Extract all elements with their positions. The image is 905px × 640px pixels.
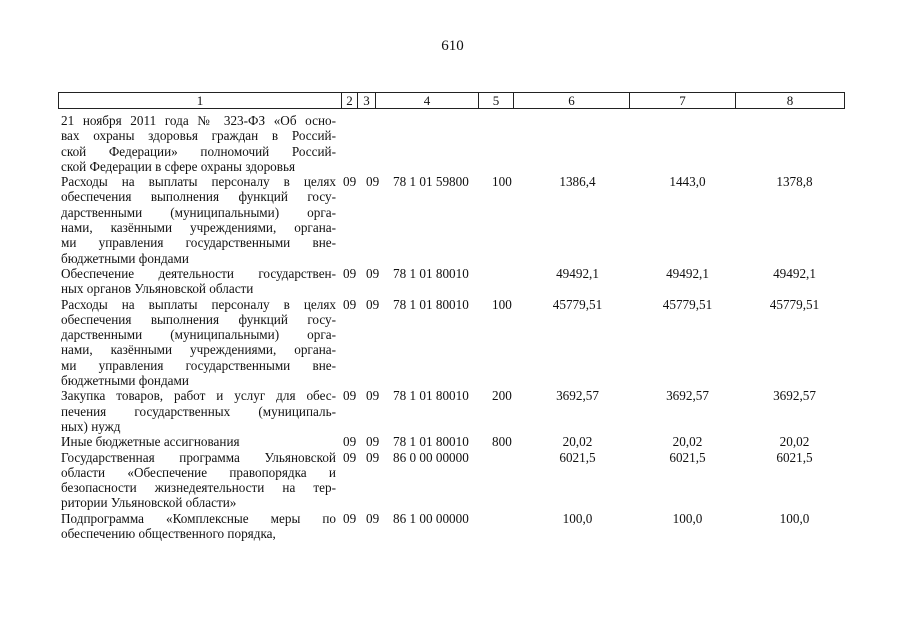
subsection-code: 09 bbox=[366, 265, 380, 281]
amount-col-8: 6021,5 bbox=[776, 449, 813, 465]
target-article-code: 78 1 01 80010 bbox=[393, 265, 469, 281]
description-line: вах охраны здоровья граждан в Россий- bbox=[61, 128, 336, 144]
header-col-1: 1 bbox=[59, 93, 342, 109]
description-line: ми управления государственными вне- bbox=[61, 235, 336, 251]
budget-table-body bbox=[0, 113, 905, 541]
description-line: Подпрограмма «Комплексные меры по bbox=[61, 510, 336, 526]
header-col-6: 6 bbox=[514, 93, 630, 109]
subsection-code: 09 bbox=[366, 434, 380, 450]
table-row bbox=[0, 450, 905, 511]
expense-type-code: 100 bbox=[492, 296, 512, 312]
row-description bbox=[61, 388, 336, 434]
row-description bbox=[61, 174, 336, 266]
description-line: обеспечения выполнения функций госу- bbox=[61, 189, 336, 205]
page-number: 610 bbox=[441, 38, 464, 54]
description-line: ской Федерации в сфере охраны здоровья bbox=[61, 158, 296, 174]
description-line: нами, казёнными учреждениями, органа- bbox=[61, 220, 336, 236]
amount-col-7: 1443,0 bbox=[669, 174, 706, 190]
section-code: 09 bbox=[343, 174, 357, 190]
description-line: дарственными (муниципальными) орга- bbox=[61, 327, 336, 343]
expense-type-code: 800 bbox=[492, 434, 512, 450]
table-row bbox=[0, 388, 905, 434]
header-col-2: 2 bbox=[342, 93, 358, 109]
row-description bbox=[61, 434, 336, 449]
target-article-code: 78 1 01 80010 bbox=[393, 296, 469, 312]
description-line: ской Федерации» полномочий Россий- bbox=[61, 143, 336, 159]
row-description bbox=[61, 266, 336, 297]
description-line: бюджетными фондами bbox=[61, 250, 189, 266]
amount-col-8: 20,02 bbox=[779, 434, 810, 450]
amount-col-6: 45779,51 bbox=[552, 296, 603, 312]
expense-type-code: 200 bbox=[492, 388, 512, 404]
table-row bbox=[0, 266, 905, 297]
amount-col-7: 49492,1 bbox=[666, 265, 709, 281]
description-line: Расходы на выплаты персоналу в целях bbox=[61, 296, 336, 312]
subsection-code: 09 bbox=[366, 174, 380, 190]
target-article-code: 86 1 00 00000 bbox=[393, 510, 469, 526]
header-col-7: 7 bbox=[630, 93, 736, 109]
subsection-code: 09 bbox=[366, 388, 380, 404]
subsection-code: 09 bbox=[366, 449, 380, 465]
section-code: 09 bbox=[343, 388, 357, 404]
description-line: Иные бюджетные ассигнования bbox=[61, 434, 240, 450]
amount-col-6: 6021,5 bbox=[559, 449, 596, 465]
subsection-code: 09 bbox=[366, 510, 380, 526]
description-line: Обеспечение деятельности государствен- bbox=[61, 265, 336, 281]
description-line: дарственными (муниципальными) орга- bbox=[61, 204, 336, 220]
description-line: нами, казёнными учреждениями, органа- bbox=[61, 342, 336, 358]
target-article-code: 78 1 01 80010 bbox=[393, 434, 469, 450]
amount-col-8: 1378,8 bbox=[776, 174, 813, 190]
amount-col-6: 1386,4 bbox=[559, 174, 596, 190]
header-col-3: 3 bbox=[358, 93, 376, 109]
amount-col-8: 49492,1 bbox=[773, 265, 816, 281]
row-description bbox=[61, 511, 336, 542]
description-line: обеспечения выполнения функций госу- bbox=[61, 311, 336, 327]
expense-type-code: 100 bbox=[492, 174, 512, 190]
description-line: обеспечению общественного порядка, bbox=[61, 526, 276, 542]
table-row bbox=[0, 113, 905, 174]
section-code: 09 bbox=[343, 296, 357, 312]
description-line: Государственная программа Ульяновской bbox=[61, 449, 336, 465]
amount-col-7: 20,02 bbox=[672, 434, 703, 450]
description-line: области «Обеспечение правопорядка и bbox=[61, 464, 336, 480]
table-row bbox=[0, 297, 905, 389]
amount-col-7: 45779,51 bbox=[662, 296, 713, 312]
amount-col-6: 100,0 bbox=[562, 510, 593, 526]
description-line: ных) нужд bbox=[61, 418, 121, 434]
section-code: 09 bbox=[343, 449, 357, 465]
description-line: 21 ноября 2011 года № 323-ФЗ «Об осно- bbox=[61, 113, 336, 128]
subsection-code: 09 bbox=[366, 296, 380, 312]
description-line: ми управления государственными вне- bbox=[61, 357, 336, 373]
row-description bbox=[61, 113, 336, 174]
amount-col-7: 6021,5 bbox=[669, 449, 706, 465]
header-col-4: 4 bbox=[376, 93, 479, 109]
amount-col-6: 49492,1 bbox=[556, 265, 599, 281]
description-line: Расходы на выплаты персоналу в целях bbox=[61, 174, 336, 190]
column-number-header bbox=[58, 92, 845, 109]
row-description bbox=[61, 450, 336, 511]
description-line: печения государственных (муниципаль- bbox=[61, 403, 336, 419]
table-row bbox=[0, 174, 905, 266]
target-article-code: 78 1 01 80010 bbox=[393, 388, 469, 404]
amount-col-8: 3692,57 bbox=[773, 388, 816, 404]
amount-col-6: 3692,57 bbox=[556, 388, 599, 404]
description-line: бюджетными фондами bbox=[61, 373, 189, 389]
description-line: Закупка товаров, работ и услуг для обес- bbox=[61, 388, 336, 404]
amount-col-6: 20,02 bbox=[562, 434, 593, 450]
target-article-code: 86 0 00 00000 bbox=[393, 449, 469, 465]
section-code: 09 bbox=[343, 434, 357, 450]
description-line: безопасности жизнедеятельности на тер- bbox=[61, 480, 336, 496]
section-code: 09 bbox=[343, 265, 357, 281]
table-row bbox=[0, 511, 905, 542]
amount-col-8: 45779,51 bbox=[769, 296, 820, 312]
section-code: 09 bbox=[343, 510, 357, 526]
description-line: ных органов Ульяновской области bbox=[61, 281, 254, 297]
amount-col-8: 100,0 bbox=[779, 510, 810, 526]
description-line: ритории Ульяновской области» bbox=[61, 495, 237, 511]
header-col-5: 5 bbox=[479, 93, 514, 109]
amount-col-7: 3692,57 bbox=[666, 388, 709, 404]
header-row bbox=[59, 93, 845, 109]
header-col-8: 8 bbox=[736, 93, 845, 109]
amount-col-7: 100,0 bbox=[672, 510, 703, 526]
table-row bbox=[0, 434, 905, 449]
row-description bbox=[61, 297, 336, 389]
target-article-code: 78 1 01 59800 bbox=[393, 174, 469, 190]
